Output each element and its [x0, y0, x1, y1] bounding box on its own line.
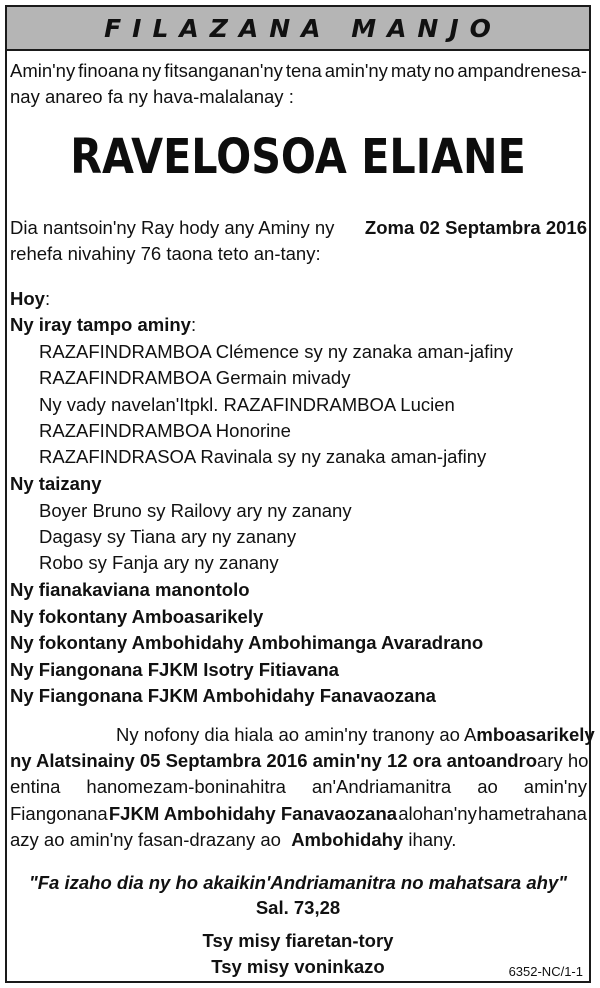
- mourner-entry: Ny fokontany Amboasarikely: [10, 606, 264, 627]
- sibling-entry: Ny vady navelan'Itpkl. RAZAFINDRAMBOA Lucien: [39, 394, 455, 415]
- sibling-entry: RAZAFINDRAMBOA Honorine: [39, 420, 291, 441]
- foster-child-entry: Dagasy sy Tiana ary ny zanany: [39, 526, 297, 547]
- intro-line-1: [10, 62, 587, 81]
- deceased-name: RAVELOSOA ELIANE: [70, 129, 526, 185]
- mourner-entry: Ny Fiangonana FJKM Isotry Fitiavana: [10, 659, 339, 680]
- funeral-line-5: azy ao amin'ny fasan-drazany ao Ambohidahy ihany.: [10, 829, 457, 850]
- funeral-line-2: ny Alatsinainy 05 Septambra 2016 amin'ny 12 ora antoandro ary ho: [10, 750, 589, 771]
- sibling-entry: RAZAFINDRASOA Ravinala sy ny zanaka aman-jafiny: [39, 446, 487, 467]
- obituary-notice: [5, 5, 595, 983]
- death-date: Zoma 02 Septambra 2016: [364, 217, 587, 238]
- mourner-entry: Ny fokontany Ambohidahy Ambohimanga Avaradrano: [10, 632, 484, 653]
- intro-word: fitsanganan'ny: [164, 60, 283, 81]
- intro-word: no: [433, 60, 455, 81]
- header-banner: [5, 5, 591, 51]
- intro-word: Amin'ny: [10, 60, 76, 81]
- closing-line-2: Tsy misy voninkazo: [211, 956, 385, 977]
- funeral-line-1: Ny nofony dia hiala ao amin'ny tranony ao Amboasarikely: [116, 724, 595, 745]
- mourner-entry: Ny Fiangonana FJKM Ambohidahy Fanavaozana: [10, 685, 436, 706]
- intro-word: ny: [141, 60, 162, 81]
- church-name: FJKM Ambohidahy Fanavaozana: [108, 803, 398, 824]
- intro-line-2: nay anareo fa ny hava-malalanay :: [10, 86, 294, 107]
- death-notice-text: Dia nantsoin'ny Ray hody any Aminy ny: [10, 217, 335, 238]
- intro-word: ampandrenesa-: [457, 60, 587, 81]
- intro-word: maty: [390, 60, 431, 81]
- closing-line-1: Tsy misy fiaretan-tory: [202, 930, 394, 951]
- death-notice-line-1: [10, 219, 587, 238]
- foster-child-entry: Boyer Bruno sy Railovy ary ny zanany: [39, 500, 352, 521]
- sibling-entry: RAZAFINDRAMBOA Clémence sy ny zanaka aman-jafiny: [39, 341, 513, 362]
- intro-word: amin'ny: [324, 60, 388, 81]
- bible-reference: Sal. 73,28: [255, 897, 341, 918]
- intro-word: tena: [285, 60, 322, 81]
- funeral-line-4: Fiangonana FJKM Ambohidahy Fanavaozana alohan'ny hametrahana: [10, 803, 587, 824]
- siblings-label: Ny iray tampo aminy:: [10, 314, 197, 335]
- sibling-entry: RAZAFINDRAMBOA Germain mivady: [39, 367, 351, 388]
- intro-word: finoana: [78, 60, 139, 81]
- hoy-label: Hoy:: [10, 288, 51, 309]
- death-notice-line-2: rehefa nivahiny 76 taona teto an-tany:: [10, 243, 321, 264]
- funeral-line-3: entina hanomezam-boninahitra an'Andriamanitra ao amin'ny: [10, 776, 587, 797]
- foster-children-label: Ny taizany: [10, 473, 102, 494]
- ad-reference: 6352-NC/1-1: [508, 964, 583, 979]
- bible-quote: "Fa izaho dia ny ho akaikin'Andriamanitra no mahatsara ahy": [28, 872, 568, 893]
- mourner-entry: Ny fianakaviana manontolo: [10, 579, 250, 600]
- notice-title: FILAZANA MANJO: [104, 13, 502, 43]
- foster-child-entry: Robo sy Fanja ary ny zanany: [39, 552, 279, 573]
